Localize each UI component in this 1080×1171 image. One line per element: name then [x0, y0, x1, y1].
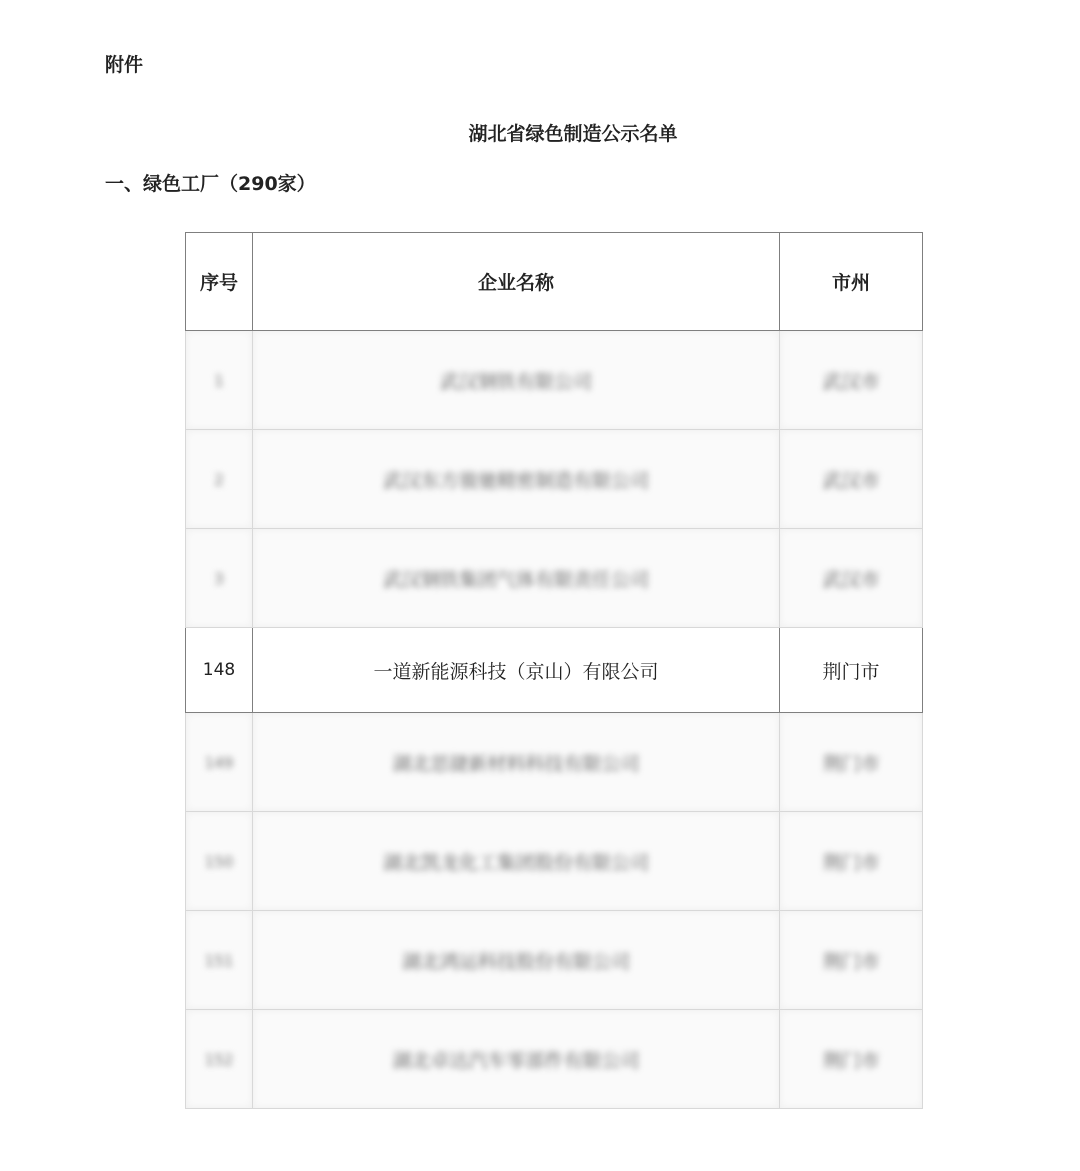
- row-serial-number: 148: [186, 628, 253, 713]
- row-city: 武汉市: [780, 529, 923, 628]
- row-company-name: 一道新能源科技（京山）有限公司: [253, 628, 780, 713]
- table-row: [186, 911, 923, 1010]
- row-serial-number: 1: [186, 331, 253, 430]
- table-row-highlighted: [186, 628, 923, 713]
- green-factory-table: [185, 232, 923, 1109]
- table-row: [186, 1010, 923, 1109]
- row-company-name: 武汉东方骏驰精密制造有限公司: [253, 430, 780, 529]
- row-company-name: 湖北卓达汽车零部件有限公司: [253, 1010, 780, 1109]
- attachment-label: 附件: [105, 54, 144, 76]
- row-city: 荆门市: [780, 812, 923, 911]
- row-company-name: 湖北凯龙化工集团股份有限公司: [253, 812, 780, 911]
- row-serial-number: 152: [186, 1010, 253, 1109]
- table-row: [186, 812, 923, 911]
- row-city: 荆门市: [780, 911, 923, 1010]
- row-company-name: 武汉钢铁有限公司: [253, 331, 780, 430]
- header-company-name: 企业名称: [253, 233, 780, 331]
- table-row: [186, 713, 923, 812]
- row-city: 武汉市: [780, 430, 923, 529]
- row-city: 荆门市: [780, 1010, 923, 1109]
- row-city: 武汉市: [780, 331, 923, 430]
- document-title: 湖北省绿色制造公示名单: [468, 123, 678, 145]
- row-serial-number: 2: [186, 430, 253, 529]
- header-city: 市州: [780, 233, 923, 331]
- row-serial-number: 149: [186, 713, 253, 812]
- table-row: [186, 331, 923, 430]
- section-heading: 一、绿色工厂（290家）: [105, 173, 316, 195]
- row-city: 荆门市: [780, 628, 923, 713]
- row-company-name: 湖北思捷新材料科技有限公司: [253, 713, 780, 812]
- row-company-name: 武汉钢铁集团气体有限责任公司: [253, 529, 780, 628]
- row-company-name: 湖北鸿运科技股份有限公司: [253, 911, 780, 1010]
- table-row: [186, 529, 923, 628]
- header-serial-number: 序号: [186, 233, 253, 331]
- row-serial-number: 150: [186, 812, 253, 911]
- row-serial-number: 3: [186, 529, 253, 628]
- row-serial-number: 151: [186, 911, 253, 1010]
- table-row: [186, 430, 923, 529]
- row-city: 荆门市: [780, 713, 923, 812]
- table-header-row: [186, 233, 923, 331]
